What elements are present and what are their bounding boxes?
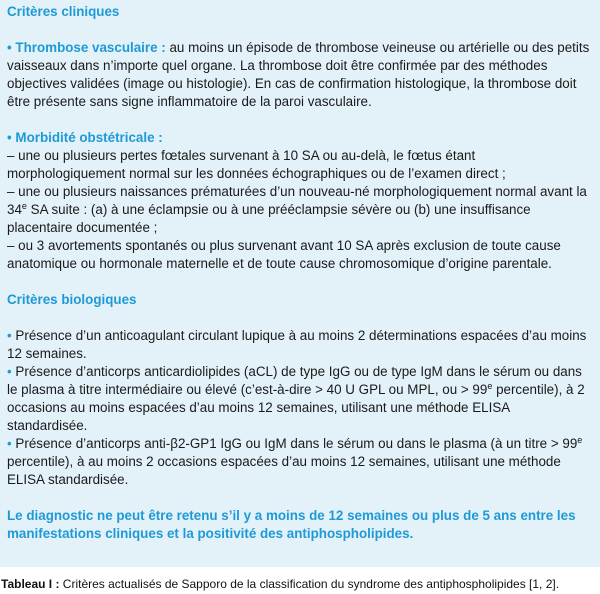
obstetric-item-2 [7, 183, 593, 237]
bio-item-2-sup: e [487, 381, 493, 391]
obstetric-item-2-text-a: – une ou plusieurs naissances prématurées d’un nouveau-né morphologiquement normal avant la 34 [7, 184, 587, 217]
obstetric-item-2-sup: e [21, 201, 27, 211]
obstetric-item-2-text-b: SA suite : (a) à une éclampsie ou à une prééclampsie sévère ou (b) une insuffisance placentaire documentée ; [7, 202, 531, 235]
biological-criteria-title: Critères biologiques [7, 292, 137, 307]
table-caption [1, 576, 600, 592]
bio-item-2-text-a: Présence d’anticorps anticardiolipides (aCL) de type IgG ou de type IgM dans le sérum ou dans le plasma à titre intermédiaire ou élevé (c’est-à-dire > 40 U GPL ou MPL, ou > 99 [7, 364, 582, 397]
obstetric-item-3: – ou 3 avortements spontanés ou plus survenant avant 10 SA après exclusion de toute cause anatomique ou hormonale maternelle et de toute cause chromosomique d’origine parentale. [7, 238, 561, 271]
bio-item-2 [7, 363, 593, 435]
thrombosis-criterion [7, 39, 593, 111]
thrombosis-heading: • Thrombose vasculaire : [7, 40, 166, 55]
bio-item-1-text: Présence d’un anticoagulant circulant lupique à au moins 2 déterminations espacées d’au moins 12 semaines. [7, 328, 587, 361]
bio-item-3-bullet: • [7, 436, 12, 451]
obstetric-heading: • Morbidité obstétricale : [7, 130, 163, 145]
obstetric-item-1: – une ou plusieurs pertes fœtales survenant à 10 SA ou au-delà, le fœtus étant morphologiquement normal sur les données échographiques ou de l’examen direct ; [7, 148, 506, 181]
bio-item-2-text-b: percentile), à 2 occasions au moins espacées d’au moins 12 semaines, utilisant une méthode ELISA standardisée. [7, 382, 585, 433]
bio-item-3-text-a: Présence d’anticorps anti-β2-GP1 IgG ou IgM dans le sérum ou dans le plasma (à un titre > 99 [11, 436, 578, 451]
thrombosis-text: au moins un épisode de thrombose veineuse ou artérielle ou des petits vaisseaux dans n’importe quel organe. La thrombose doit être confirmée par des méthodes objectives validées (image ou histologie). En cas de confirmation histologique, la thrombose doit être présente sans signe inflammatoire de la paroi vasculaire. [7, 40, 590, 109]
bio-item-3-sup: e [577, 435, 583, 445]
caption-label: Tableau I : [1, 577, 60, 591]
bio-item-1 [7, 327, 593, 363]
diagnostic-conclusion: Le diagnostic ne peut être retenu s’il y a moins de 12 semaines ou plus de 5 ans entre les manifestations cliniques et la positivité des antiphospholipides. [7, 508, 576, 541]
bio-item-2-bullet: • [7, 364, 12, 379]
clinical-criteria-title: Critères cliniques [7, 4, 120, 19]
bio-item-3-text-b: percentile), à au moins 2 occasions espacées d’au moins 12 semaines, utilisant une méthode ELISA standardisée. [7, 454, 561, 487]
bio-item-3 [7, 435, 593, 489]
caption-text: Critères actualisés de Sapporo de la classification du syndrome des antiphospholipides [1, 2]. [59, 577, 560, 591]
bio-item-1-bullet: • [7, 328, 12, 343]
